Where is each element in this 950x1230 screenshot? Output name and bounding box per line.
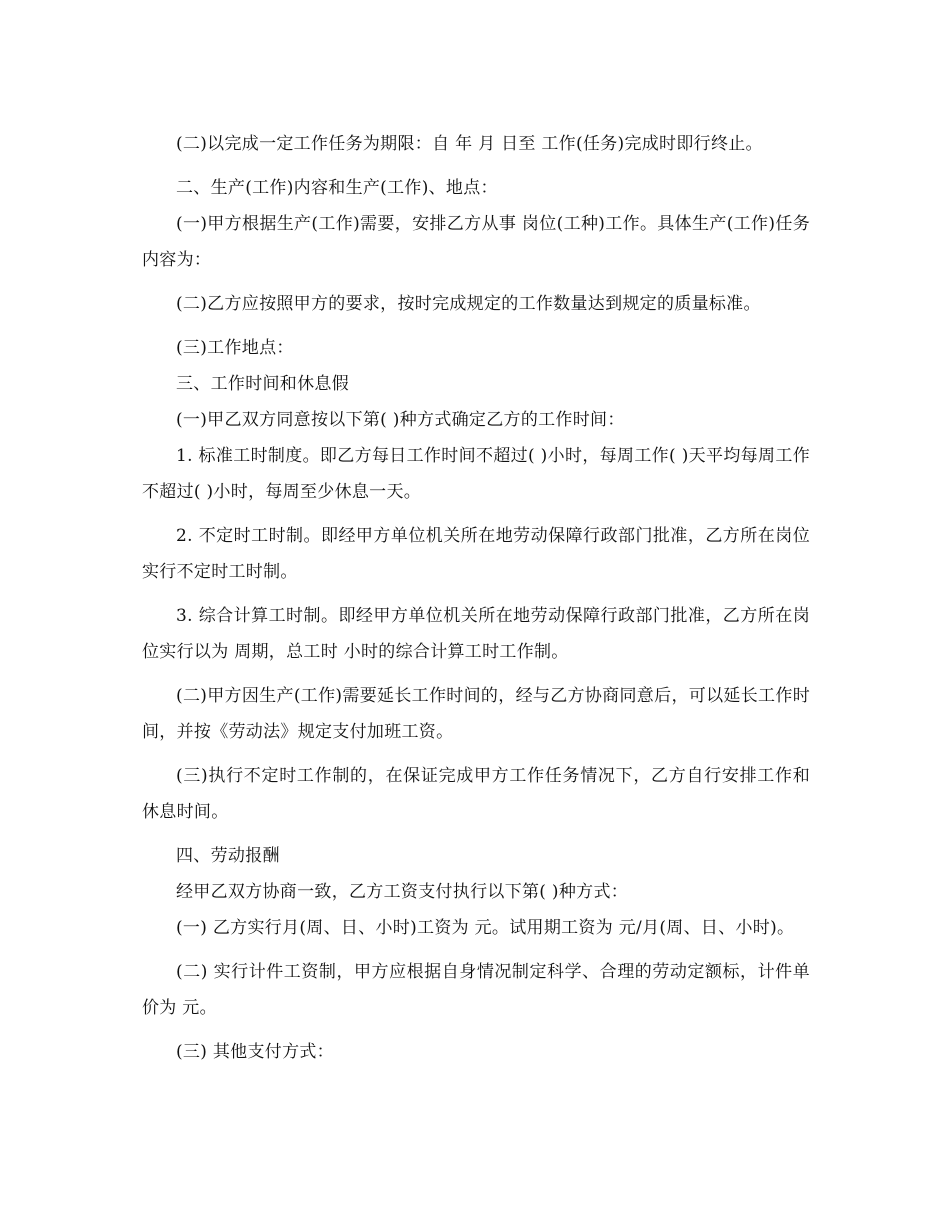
paragraph-3-1-comprehensive-hours: 3. 综合计算工时制。即经甲方单位机关所在地劳动保障行政部门批准，乙方所在岗位实行以为 周期，总工时 小时的综合计算工时工作制。 bbox=[142, 606, 810, 662]
paragraph-4-1-time-wage: (一) 乙方实行月(周、日、小时)工资为 元。试用期工资为 元/月(周、日、小时)。 bbox=[176, 918, 795, 938]
paragraph-2-2-quality-standard: (二)乙方应按照甲方的要求，按时完成规定的工作数量达到规定的质量标准。 bbox=[176, 294, 761, 314]
paragraph-term-task-completion: (二)以完成一定工作任务为期限：自 年 月 日至 工作(任务)完成时即行终止。 bbox=[176, 134, 763, 154]
paragraph-2-3-work-location: (三)工作地点： bbox=[176, 338, 294, 358]
paragraph-3-2-overtime: (二)甲方因生产(工作)需要延长工作时间的，经与乙方协商同意后，可以延长工作时间，并按《劳动法》规定支付加班工资。 bbox=[142, 686, 810, 742]
paragraph-2-1-job-assignment: (一)甲方根据生产(工作)需要，安排乙方从事 岗位(工种)工作。具体生产(工作)任务内容为： bbox=[142, 214, 810, 270]
paragraph-4-payment-method: 经甲乙双方协商一致，乙方工资支付执行以下第( )种方式： bbox=[176, 882, 629, 902]
paragraph-3-1-hours-method: (一)甲乙双方同意按以下第( )种方式确定乙方的工作时间： bbox=[176, 410, 625, 430]
paragraph-4-3-other-payment: (三) 其他支付方式： bbox=[176, 1042, 334, 1062]
heading-section-4-remuneration: 四、劳动报酬 bbox=[176, 846, 280, 866]
paragraph-4-2-piece-wage: (二) 实行计件工资制，甲方应根据自身情况制定科学、合理的劳动定额标，计件单价为 元。 bbox=[142, 962, 810, 1018]
document-body bbox=[142, 126, 810, 1070]
heading-section-3-working-hours: 三、工作时间和休息假 bbox=[176, 374, 349, 394]
heading-section-2-work-content: 二、生产(工作)内容和生产(工作)、地点： bbox=[176, 178, 498, 198]
paragraph-3-3-flexible-arrangement: (三)执行不定时工作制的，在保证完成甲方工作任务情况下，乙方自行安排工作和休息时间。 bbox=[142, 766, 810, 822]
paragraph-3-1-standard-hours: 1. 标准工时制度。即乙方每日工作时间不超过( )小时，每周工作( )天平均每周工作不超过( )小时，每周至少休息一天。 bbox=[142, 446, 810, 502]
paragraph-3-1-flexible-hours: 2. 不定时工时制。即经甲方单位机关所在地劳动保障行政部门批准，乙方所在岗位实行不定时工时制。 bbox=[142, 526, 810, 582]
